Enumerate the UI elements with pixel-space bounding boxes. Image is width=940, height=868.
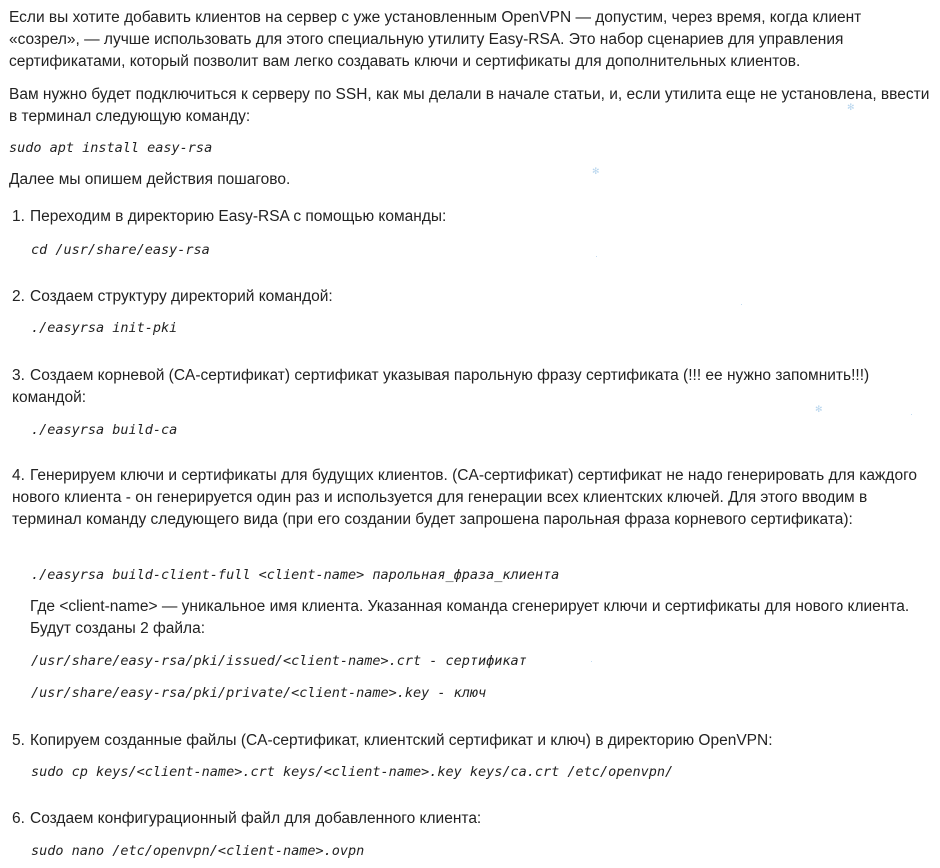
snowflake-icon: · <box>910 409 913 419</box>
snowflake-icon: ✻ <box>815 404 823 414</box>
step-6-command: sudo nano /etc/openvpn/<client-name>.ovpn <box>31 843 365 859</box>
intro-paragraph-3: Далее мы опишем действия пошагово. <box>9 171 291 188</box>
step-number: 2. <box>12 288 25 305</box>
install-command: sudo apt install easy-rsa <box>9 140 213 156</box>
list-item-step-3 <box>12 365 932 409</box>
step-4-file-certificate: /usr/share/easy-rsa/pki/issued/<client-name>.crt - сертификат <box>31 653 527 669</box>
list-item-step-1 <box>12 206 932 228</box>
list-item-step-2 <box>12 286 932 308</box>
snowflake-icon: · <box>740 299 743 309</box>
step-number: 6. <box>12 810 25 827</box>
snowflake-icon: ✻ <box>592 166 600 176</box>
step-number: 3. <box>12 367 25 384</box>
step-5-command: sudo cp keys/<client-name>.crt keys/<client-name>.key keys/ca.crt /etc/openvpn/ <box>31 764 674 780</box>
step-text: Генерируем ключи и сертификаты для будущих клиентов. (CA-сертификат) сертификат не надо генерировать для каждого нового клиента - он генерируется один раз и используется для генерации всех клиентских ключей. Для этого вводим в терминал команду следующего вида (при его создании будет запрошена парольная фраза корневого сертификата): <box>12 467 918 528</box>
step-number: 4. <box>12 467 25 484</box>
step-text: Копируем созданные файлы (CA-сертификат, клиентский сертификат и ключ) в директорию OpenVPN: <box>30 732 773 749</box>
list-item-step-4 <box>12 465 927 531</box>
step-4-command: ./easyrsa build-client-full <client-name> парольная_фраза_клиента <box>31 567 560 583</box>
step-text: Создаем корневой (CA-сертификат) сертификат указывая парольную фразу сертификата (!!! ее нужно запомнить!!!) командой: <box>12 367 870 406</box>
intro-paragraph-1: Если вы хотите добавить клиентов на сервер с уже установленным OpenVPN — допустим, через время, когда клиент «созрел», — лучше использовать для этого специальную утилиту Easy-RSA. Это набор сценариев для управления сертификатами, который позволит вам легко создавать ключи и сертификаты для дополнительных клиентов. <box>9 9 862 70</box>
step-text: Переходим в директорию Easy-RSA с помощью команды: <box>30 208 447 225</box>
step-text: Создаем структуру директорий командой: <box>30 288 333 305</box>
step-3-command: ./easyrsa build-ca <box>31 422 178 438</box>
snowflake-icon: · <box>595 251 598 261</box>
step-1-command: cd /usr/share/easy-rsa <box>31 242 210 258</box>
step-text: Создаем конфигурационный файл для добавленного клиента: <box>30 810 482 827</box>
list-item-step-5 <box>12 730 932 752</box>
snowflake-icon: ✻ <box>847 102 855 112</box>
step-number: 1. <box>12 208 25 225</box>
intro-paragraph-2: Вам нужно будет подключиться к серверу по SSH, как мы делали в начале статьи, и, если утилита еще не установлена, ввести в терминал следующую команду: <box>9 86 930 125</box>
step-4-file-key: /usr/share/easy-rsa/pki/private/<client-name>.key - ключ <box>31 685 487 701</box>
step-2-command: ./easyrsa init-pki <box>31 320 178 336</box>
list-item-step-6 <box>12 808 932 830</box>
step-4-note: Где <client-name> — уникальное имя клиента. Указанная команда сгенерирует ключи и сертификаты для нового клиента. Будут созданы 2 файла: <box>30 598 910 637</box>
step-number: 5. <box>12 732 25 749</box>
snowflake-icon: · <box>590 656 593 666</box>
